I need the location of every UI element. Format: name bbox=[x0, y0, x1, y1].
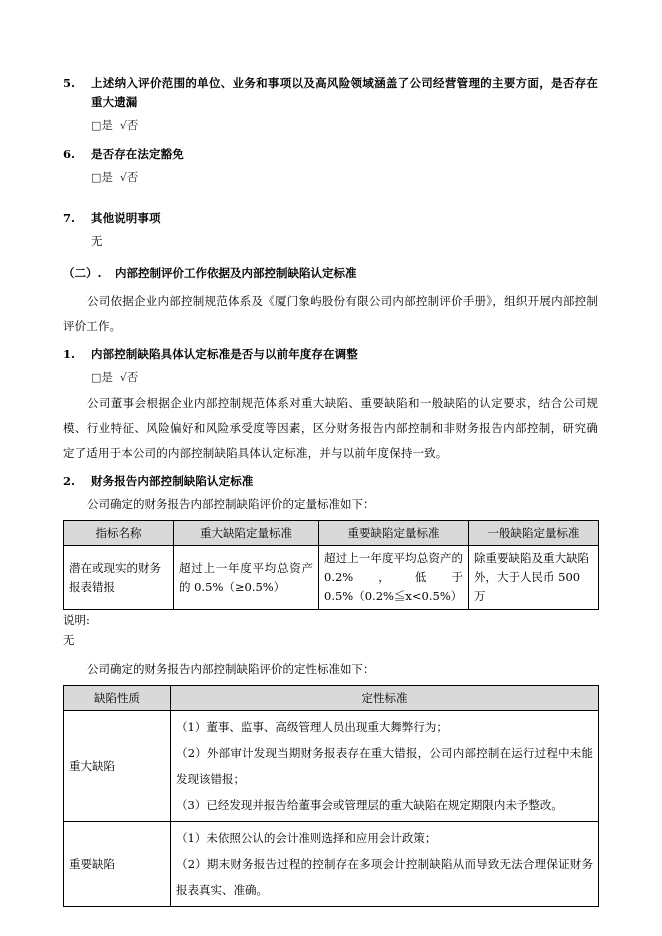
question-item-5 bbox=[63, 74, 598, 112]
cell-indicator-name: 潜在或现实的财务报表错报 bbox=[64, 546, 174, 610]
question-number: 7. bbox=[63, 211, 76, 225]
subsection-item-2 bbox=[63, 472, 598, 491]
table-header-row bbox=[64, 686, 599, 711]
cell-significant-deficiency: 超过上一年度平均总资产的 0.2%，低于 0.5%（0.2%≦x<0.5%） bbox=[319, 546, 469, 610]
subsection-1-paragraph: 公司董事会根据企业内部控制规范体系对重大缺陷、重要缺陷和一般缺陷的认定要求，结合公司规模、行业特征、风险偏好和风险承受度等因素，区分财务报告内部控制和非财务报告内部控制，研究确定了适用于本公司的内部控制缺陷具体认定标准，并与以前年度保持一致。 bbox=[63, 396, 598, 460]
note-value: 无 bbox=[63, 633, 75, 647]
page-content bbox=[63, 74, 598, 907]
checkmark-icon[interactable]: √ bbox=[119, 171, 127, 184]
column-header-general-deficiency: 一般缺陷定量标准 bbox=[469, 521, 599, 546]
subsection-title: 内部控制缺陷具体认定标准是否与以前年度存在调整 bbox=[91, 347, 358, 361]
cell-criteria-significant bbox=[171, 822, 599, 907]
table-row bbox=[64, 546, 599, 610]
question-7-answer: 无 bbox=[91, 234, 103, 248]
column-header-major-deficiency: 重大缺陷定量标准 bbox=[174, 521, 319, 546]
column-header-qualitative-standard: 定性标准 bbox=[171, 686, 599, 711]
question-number: 5. bbox=[63, 76, 76, 90]
table-header-row bbox=[64, 521, 599, 546]
answer-row-5 bbox=[63, 114, 598, 137]
qualitative-criteria-table bbox=[63, 685, 599, 907]
subsection-title: 财务报告内部控制缺陷认定标准 bbox=[91, 474, 254, 488]
checkbox-unchecked-icon[interactable]: □ bbox=[91, 119, 102, 132]
checkmark-icon[interactable]: √ bbox=[119, 371, 127, 384]
subsection-number: 2. bbox=[63, 474, 76, 488]
checkmark-icon[interactable]: √ bbox=[119, 119, 127, 132]
answer-label-no: 否 bbox=[126, 370, 139, 384]
quantitative-criteria-table bbox=[63, 520, 599, 610]
question-item-6 bbox=[63, 145, 598, 164]
criteria-line: （1）董事、监事、高级管理人员出现重大舞弊行为； bbox=[176, 720, 448, 734]
checkbox-unchecked-icon[interactable]: □ bbox=[91, 171, 102, 184]
answer-label-yes: 是 bbox=[101, 170, 113, 184]
criteria-line: （2）外部审计发现当期财务报表存在重大错报，公司内部控制在运行过程中未能发现该错报； bbox=[176, 746, 593, 786]
column-header-deficiency-nature: 缺陷性质 bbox=[64, 686, 171, 711]
section-title: 内部控制评价工作依据及内部控制缺陷认定标准 bbox=[115, 266, 357, 280]
checkbox-unchecked-icon[interactable]: □ bbox=[91, 371, 102, 384]
answer-label-yes: 是 bbox=[101, 370, 113, 384]
cell-major-deficiency: 超过上一年度平均总资产的 0.5%（≥0.5%） bbox=[174, 546, 319, 610]
answer-label-no: 否 bbox=[126, 118, 139, 132]
table-row bbox=[64, 822, 599, 907]
cell-general-deficiency: 除重要缺陷及重大缺陷外，大于人民币 500 万 bbox=[469, 546, 599, 610]
answer-label-yes: 是 bbox=[101, 118, 113, 132]
question-text: 其他说明事项 bbox=[91, 211, 161, 225]
quantitative-lead-text: 公司确定的财务报告内部控制缺陷评价的定量标准如下： bbox=[87, 497, 375, 511]
subsection-number: 1. bbox=[63, 347, 76, 361]
column-header-significant-deficiency: 重要缺陷定量标准 bbox=[319, 521, 469, 546]
answer-label-no: 否 bbox=[126, 170, 139, 184]
note-label: 说明: bbox=[63, 613, 90, 627]
section-number: （二）. bbox=[63, 266, 102, 280]
question-item-7 bbox=[63, 209, 598, 228]
cell-nature-major: 重大缺陷 bbox=[64, 711, 171, 822]
section-heading bbox=[63, 263, 598, 283]
answer-row-subsection-1 bbox=[63, 366, 598, 389]
qualitative-lead-text: 公司确定的财务报告内部控制缺陷评价的定性标准如下： bbox=[87, 662, 375, 676]
question-number: 6. bbox=[63, 147, 76, 161]
section-intro-paragraph: 公司依据企业内部控制规范体系及《厦门象屿股份有限公司内部控制评价手册》，组织开展内部控制评价工作。 bbox=[63, 294, 598, 333]
cell-criteria-major bbox=[171, 711, 599, 822]
column-header-indicator: 指标名称 bbox=[64, 521, 174, 546]
cell-nature-significant: 重要缺陷 bbox=[64, 822, 171, 907]
question-text: 上述纳入评价范围的单位、业务和事项以及高风险领域涵盖了公司经营管理的主要方面，是否存在重大遗漏 bbox=[91, 76, 598, 109]
answer-row-6 bbox=[63, 166, 598, 189]
question-text: 是否存在法定豁免 bbox=[91, 147, 184, 161]
criteria-line: （3）已经发现并报告给董事会或管理层的重大缺陷在规定期限内未予整改。 bbox=[176, 798, 563, 812]
criteria-line: （1）未依照公认的会计准则选择和应用会计政策； bbox=[176, 831, 437, 845]
subsection-item-1 bbox=[63, 345, 598, 364]
table-row bbox=[64, 711, 599, 822]
criteria-line: （2）期末财务报告过程的控制存在多项会计控制缺陷从而导致无法合理保证财务报表真实、准确。 bbox=[176, 857, 593, 897]
